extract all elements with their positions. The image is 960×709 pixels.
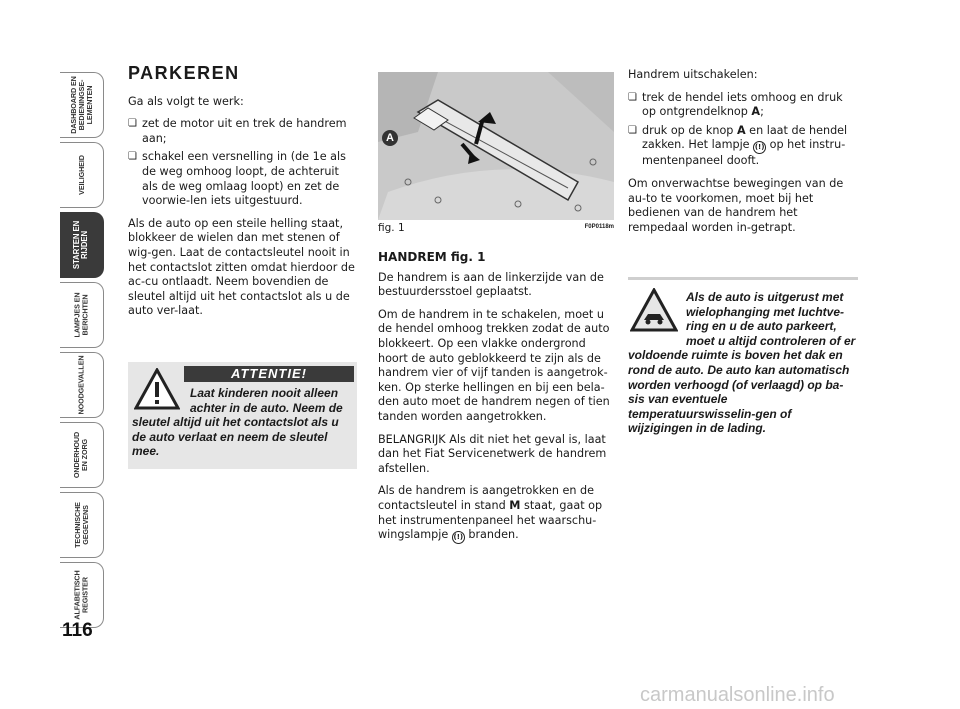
callout-a: A: [382, 130, 398, 146]
list-item: ❏ trek de hendel iets omhoog en druk op ontgrendelknop A;: [628, 91, 860, 120]
handbrake-warning-icon: (!): [452, 531, 465, 544]
tab-lampjes[interactable]: LAMPJES EN BERICHTEN: [60, 282, 104, 348]
list-item: ❏ druk op de knop A en laat de hendel zakken. Het lampje (!) op het instru-mentenpaneel dooft.: [628, 124, 860, 169]
figure-caption: fig. 1 F0P0118m: [378, 222, 614, 234]
intro-text: Ga als volgt te werk:: [128, 94, 244, 108]
note-text: Als de auto is uitgerust met wielophanging met luchtve-ring en u de auto parkeert, moet u altijd controleren of er voldoende ruimte is boven het dak en rond de auto. De auto kan automatisch worden verhoogd (of verlaagd) op ba-sis van eventuele temperatuurswisselin-gen of wijzigingen in de lading.: [628, 290, 856, 436]
list-item: ❏ zet de motor uit en trek de handrem aan;: [128, 117, 358, 146]
paragraph: Om onverwachtse bewegingen van de au-to te voorkomen, moet bij het bedienen van de handrem het rempedaal worden in-getrapt.: [628, 176, 844, 234]
tab-technische-gegevens[interactable]: TECHNISCHE GEGEVENS: [60, 492, 104, 558]
tab-alfabetisch-register[interactable]: ALFABETISCH REGISTER: [60, 562, 104, 628]
bullet-list: [128, 117, 358, 209]
tab-veiligheid[interactable]: VEILIGHEID: [60, 142, 104, 208]
handbrake-figure: [378, 72, 614, 220]
column-parkeren: [128, 63, 358, 327]
paragraph: De handrem is aan de linkerzijde van de bestuurdersstoel geplaatst.: [378, 270, 604, 299]
bullet-list: [628, 91, 860, 169]
section-heading: HANDREM fig. 1: [378, 250, 486, 264]
watermark: carmanualsonline.info: [640, 684, 835, 706]
warning-text: Laat kinderen nooit alleen achter in de auto. Neem de sleutel altijd uit het contactslot als u de auto verlaat en neem de sleutel mee.: [132, 386, 343, 459]
handbrake-illustration: [378, 72, 614, 220]
section-title: PARKEREN: [128, 63, 240, 83]
list-item: ❏ schakel een versnelling in (de 1e als de weg omhoog loopt, de achteruit als de weg omlaag loopt) en zet de voorwie-len iets uitgestuurd.: [128, 150, 358, 208]
note-box: [628, 277, 858, 440]
paragraph: Als de handrem is aangetrokken en de contactsleutel in stand M staat, gaat op het instrumentenpaneel het waarschu-wingslampje (!) branden.: [378, 484, 614, 544]
tab-noodgevallen[interactable]: NOODGEVALLEN: [60, 352, 104, 418]
warning-label: ATTENTIE!: [184, 366, 354, 382]
page-number: 116: [62, 620, 93, 641]
paragraph: Als de auto op een steile helling staat, blokkeer de wielen dan met stenen of wig-gen. Laat de contactsleutel nooit in het contactslot zitten omdat hierdoor de ac-cu ontlaadt. Neem bovendien de sleutel altijd uit het contactslot als u de auto ver-laat.: [128, 216, 355, 318]
paragraph: Om de handrem in te schakelen, moet u de hendel omhoog trekken zodat de auto blokkeert. Op een vlakke ondergrond hoort de auto geblokkeerd te zijn als de handrem vier of vijf tanden is aangetrok-ken. Op sterke hellingen en bij een bela-den auto moet de handrem negen of tien tanden worden aangetrokken.: [378, 307, 610, 423]
column-uitschakelen: [628, 68, 860, 243]
warning-box: [128, 362, 357, 469]
tab-dashboard[interactable]: DASHBOARD EN BEDIENINGSE- LEMENTEN: [60, 72, 104, 138]
tab-onderhoud[interactable]: ONDERHOUD EN ZORG: [60, 422, 104, 488]
tab-starten-en-rijden[interactable]: STARTEN EN RIJDEN: [60, 212, 104, 278]
intro-text: Handrem uitschakelen:: [628, 68, 758, 81]
handbrake-warning-icon: (!): [753, 141, 766, 154]
paragraph: BELANGRIJK Als dit niet het geval is, laat dan het Fiat Servicenetwerk de handrem afstellen.: [378, 432, 607, 475]
column-handrem: [378, 250, 614, 552]
